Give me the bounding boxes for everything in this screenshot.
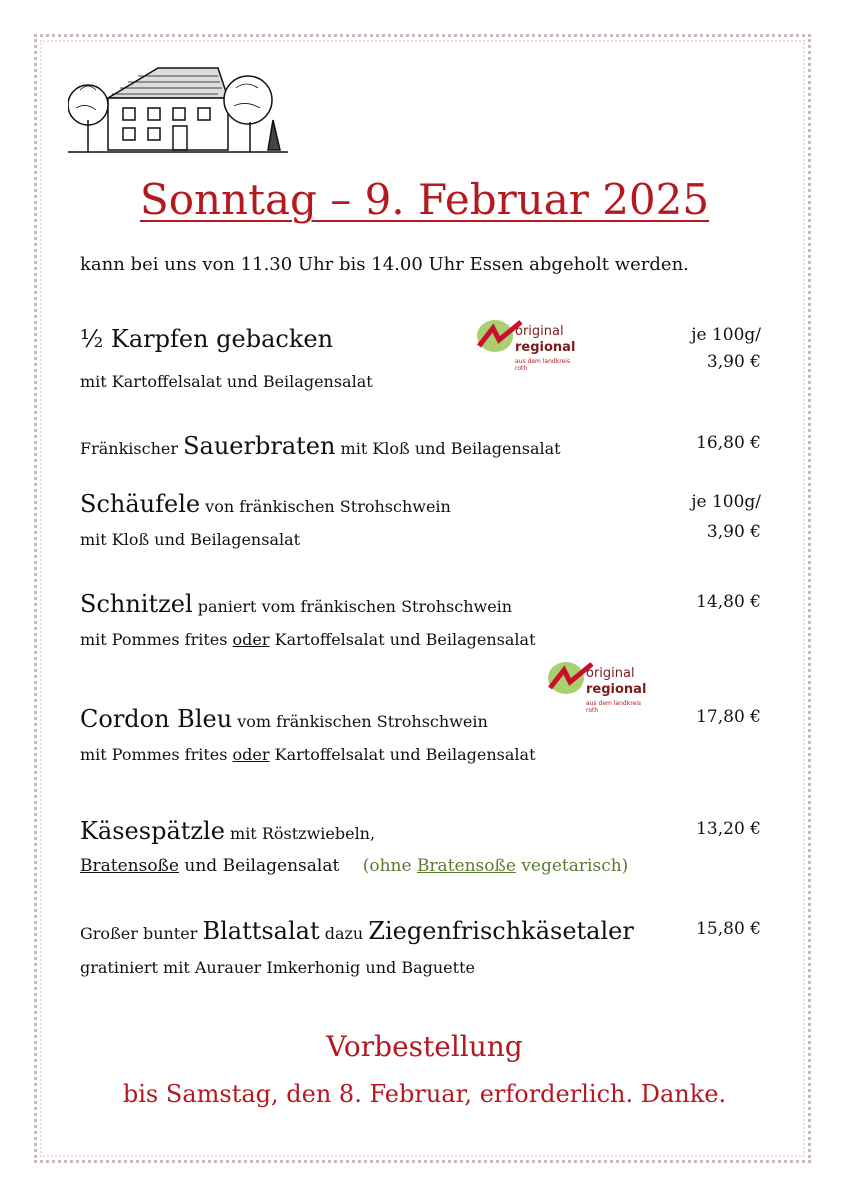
preorder-note: bis Samstag, den 8. Februar, erforderlich. Danke.: [122, 1080, 727, 1108]
preorder-heading: Vorbestellung: [326, 1030, 523, 1063]
item-sauerbraten-prefix: Fränkischer: [80, 439, 178, 458]
desc-part: Kartoffelsalat und Beilagensalat: [269, 745, 536, 764]
item-schaeufele-desc: mit Kloß und Beilagensalat: [80, 530, 301, 549]
item-kaesespaetzle-name: Käsespätzle: [80, 817, 225, 845]
item-kaesespaetzle-price: 13,20 €: [696, 819, 761, 839]
item-sauerbraten-desc: mit Kloß und Beilagensalat: [340, 439, 561, 458]
desc-part: mit Pommes frites: [80, 745, 233, 764]
item-schnitzel-origin: paniert vom fränkischen Strohschwein: [197, 597, 513, 616]
item-schnitzel-desc: [80, 630, 536, 649]
item-cordon-bleu-desc: [80, 745, 536, 764]
item-schaeufele-origin: von fränkischen Strohschwein: [205, 497, 451, 516]
logo-text-3: aus dem landkreis roth: [515, 358, 571, 372]
original-regional-logo: [475, 318, 585, 380]
desc-part: und Beilagensalat: [178, 856, 340, 876]
item-schaeufele-price-unit: je 100g/: [691, 492, 761, 512]
desc-or: oder: [232, 630, 270, 649]
logo-text-2: regional: [586, 682, 647, 697]
logo-text-2: regional: [515, 340, 576, 355]
item-cordon-bleu-origin: vom fränkischen Strohschwein: [237, 712, 488, 731]
item-schaeufele-price: 3,90 €: [706, 522, 761, 542]
desc-part: Kartoffelsalat und Beilagensalat: [269, 630, 536, 649]
item-blattsalat-desc: gratiniert mit Aurauer Imkerhonig und Baguette: [80, 958, 475, 977]
desc-part: mit Pommes frites: [80, 630, 233, 649]
logo-text-1: original: [515, 324, 564, 339]
logo-text-3: aus dem landkreis roth: [586, 700, 642, 714]
item-cordon-bleu-price: 17,80 €: [696, 707, 761, 727]
item-schnitzel-price: 14,80 €: [696, 592, 761, 612]
item-blattsalat-prefix: Großer bunter: [80, 924, 198, 943]
item-cordon-bleu-name: Cordon Bleu: [80, 705, 233, 733]
desc-sauce: Bratensoße: [80, 856, 179, 876]
item-blattsalat-name2: Ziegenfrischkäsetaler: [368, 917, 634, 945]
page-title: Sonntag – 9. Februar 2025: [139, 175, 710, 224]
item-karpfen-name: ½ Karpfen gebacken: [80, 325, 334, 353]
vegetarian-note: [363, 856, 629, 876]
item-blattsalat-mid: dazu: [324, 924, 364, 943]
item-kaesespaetzle: [80, 817, 375, 845]
item-schnitzel-name: Schnitzel: [80, 590, 193, 618]
item-blattsalat-price: 15,80 €: [696, 919, 761, 939]
item-schaeufele-name: Schäufele: [80, 490, 201, 518]
item-sauerbraten: [80, 432, 561, 460]
item-cordon-bleu: [80, 705, 488, 733]
item-schnitzel: [80, 590, 512, 618]
item-kaesespaetzle-desc: mit Röstzwiebeln,: [230, 824, 376, 843]
item-karpfen-price: 3,90 €: [706, 352, 761, 372]
veg-sauce: Bratensoße: [416, 856, 516, 876]
item-karpfen-desc: mit Kartoffelsalat und Beilagensalat: [80, 372, 373, 391]
veg-part: (ohne: [362, 856, 417, 876]
logo-text-1: original: [586, 666, 635, 681]
farmhouse-illustration: [68, 60, 288, 160]
veg-part: vegetarisch): [515, 856, 629, 876]
item-karpfen-price-unit: je 100g/: [691, 325, 761, 345]
desc-or: oder: [232, 745, 270, 764]
item-schaeufele: [80, 490, 451, 518]
pickup-hours: kann bei uns von 11.30 Uhr bis 14.00 Uhr Essen abgeholt werden.: [80, 254, 689, 275]
item-blattsalat-name: Blattsalat: [202, 917, 320, 945]
item-sauerbraten-name: Sauerbraten: [183, 432, 336, 460]
item-sauerbraten-price: 16,80 €: [696, 433, 761, 453]
item-blattsalat: [80, 917, 634, 945]
original-regional-logo-2: [546, 660, 656, 722]
item-kaesespaetzle-desc2: [80, 856, 628, 876]
